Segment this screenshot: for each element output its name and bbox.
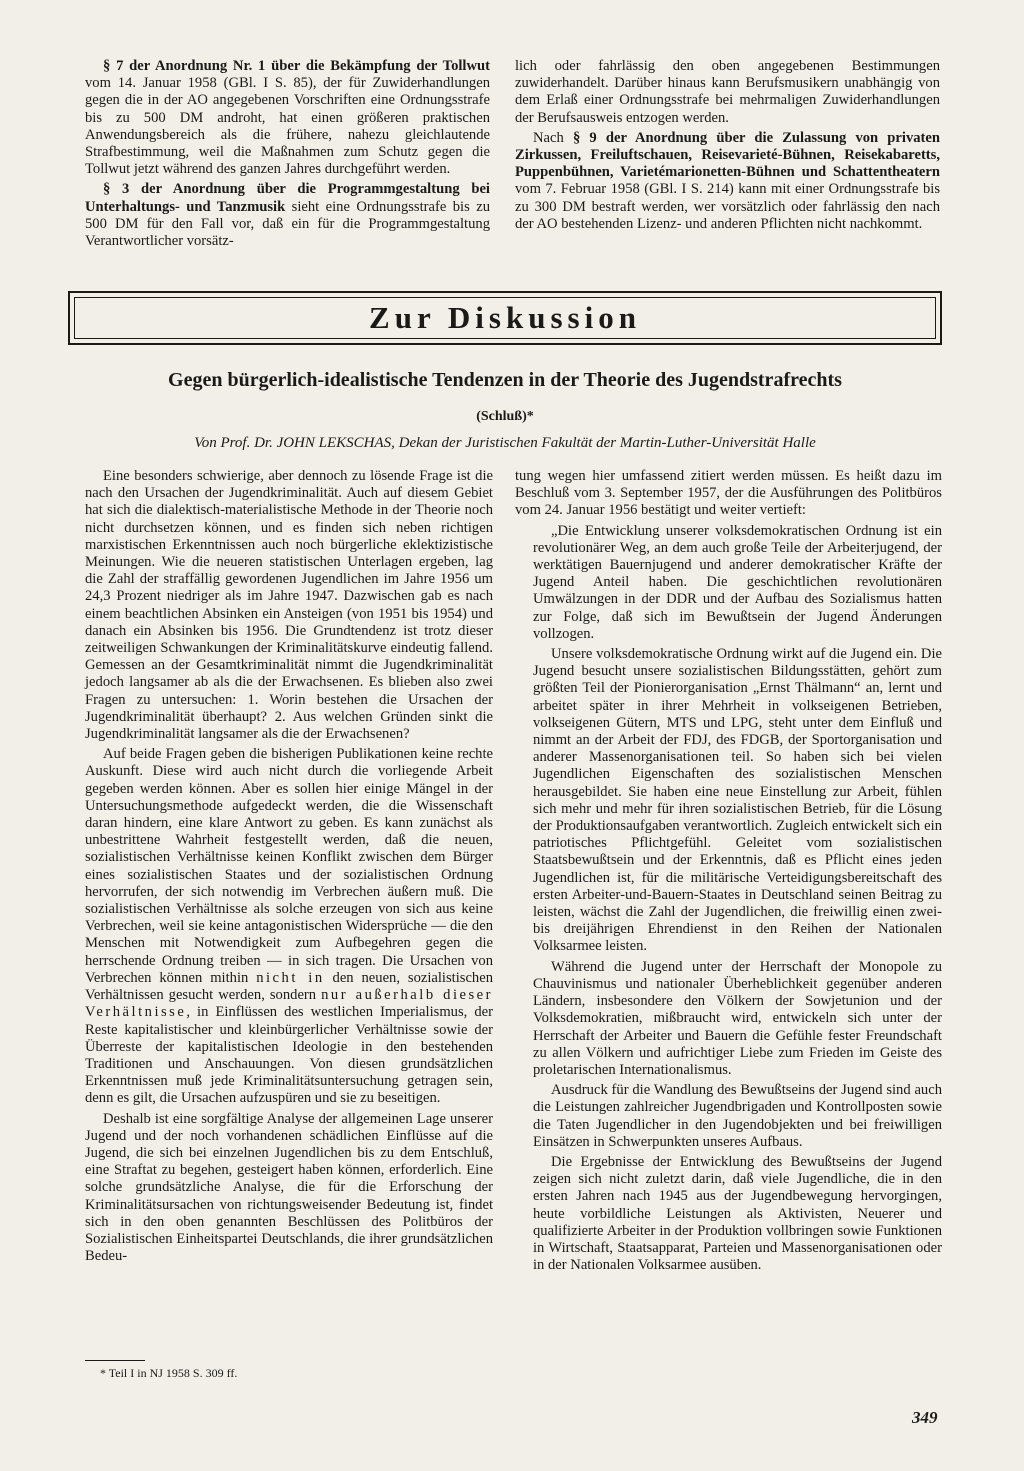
section-banner [68,291,942,345]
quote-paragraph: Unsere volksdemokratische Ordnung wirkt auf die Jugend ein. Die Jugend besucht unsere sozialistischen Bildungsstätten, gehört zum größten Teil der Pionierorganisation „Ernst Thälmann“ an, lernt und arbeitet später in ihrer Mehrheit in volkseigenen Betrieben, volkseigenen Gütern, MTS und LPG, steht unter dem Einfluß und nimmt an der Arbeit der FDJ, des FDGB, der Sportorganisation und anderer Massenorganisationen teil. So haben sich bei vielen Jugendlichen Eigenschaften des sozialistischen Menschen herausgebildet. Sie haben eine neue Einstellung zur Arbeit, fühlen sich mehr und mehr für ihren sozialistischen Betrieb, für die Lösung der Produktionsaufgaben verantwortlich. Zugleich entwickelt sich ein patriotisches Pflichtgefühl. Geleitet vom sozialistischen Staatsbewußtsein und der Erkenntnis, daß es Pflicht eines jeden Jugendlichen ist, für die militärische Verteidigungsbereitschaft des ersten Arbeiter-und-Bauern-Staates in Deutschland seinen Beitrag zu leisten, wächst die Zahl der Jugendlichen, die freiwillig einen zwei- bis dreijährigen Ehrendienst in den Reihen der Nationalen Volksarmee leisten. [533,646,942,955]
footnote: * Teil I in NJ 1958 S. 309 ff. [100,1366,238,1380]
quote-paragraph: Während die Jugend unter der Herrschaft der Monopole zu Chauvinismus und nationaler Überheblichkeit gegenüber anderen Ländern, insbesondere den Völkern der Sowjetunion und der Volksdemokratien, mißbraucht wird, entwickeln sich unter der Herrschaft der Arbeiter und Bauern die Gefühle fester Freundschaft zu allen Völkern und aufrichtiger Liebe zum Frieden im Geiste des proletarischen Internationalismus. [533,958,942,1078]
quote-paragraph: Die Ergebnisse der Entwicklung des Bewußtseins der Jugend zeigen sich nicht zuletzt darin, daß viele Jugendliche, die in den ersten Jahren nach 1945 aus der Jugendbewegung hervorgingen, heute vorbildliche Leistungen als Aktivisten, Neuerer und qualifizierte Arbeiter in der Produktion vollbringen sowie Funktionen in Wirtschaft, Staatsapparat, Parteien und Massenorganisationen oder in der Nationalen Volksarmee ausüben. [533,1153,942,1274]
article-byline: Von Prof. Dr. JOHN LEKSCHAS, Dekan der Juristischen Fakultät der Martin-Luther-Universität Halle [194,435,816,451]
section-banner-title: Zur Diskussion [369,300,641,335]
paragraph: Auf beide Fragen geben die bisherigen Publikationen keine rechte Auskunft. Diese wird auch nicht durch die vorliegende Arbeit gegeben werden können. Aber es sollen hier einige Mängel in der Untersuchungsmethode aufgedeckt werden, die die Wissenschaft daran hindern, eine klare Antwort zu geben. Es kann zunächst als unbestrittene Wahrheit festgestellt werden, daß die neuen, sozialistischen Verhältnisse keinen Konflikt zwischen dem Bürger eines sozialistischen Staates und der sozialistischen Ordnung hervorrufen, der sich notwendig im Verbrechen äußern muß. Die sozialistischen Verhältnisse als solche erzeugen von sich aus keine Verbrechen, weil sie keine antagonistischen Widersprüche — die den Menschen mit Notwendigkeit zum Aufbegehren gegen die herrschende Ordnung treiben — in sich tragen. Die Ursachen von Verbrechen können mithin nicht in den neuen, sozialistischen Verhältnissen gesucht werden, sondern nur außerhalb dieser Verhältnisse, in Einflüssen des westlichen Imperialismus, der Reste kapitalistischer und kleinbürgerlicher Verhältnisse sowie der Überreste der kapitalistischen Ideologie in den bestehenden Traditionen und Anschauungen. Von diesen grundsätzlichen Erkenntnissen muß jede Kriminalitätsuntersuchung getragen sein, denn es gilt, die Ursachen aufzuspüren und sie zu beseitigen. [85,746,493,1107]
top-left-column [85,58,490,253]
article-subtitle: (Schluß)* [476,409,534,424]
paragraph: Nach § 9 der Anordnung über die Zulassung von privaten Zirkussen, Freiluftschauen, Reisevarieté-Bühnen, Reisekabaretts, Puppenbühnen, Varietémarionetten-Bühnen und Schattentheatern vom 7. Februar 1958 (GBl. I S. 214) kann mit einer Ordnungsstrafe bis zu 300 DM bestraft werden, wer vorsätzlich oder fahrlässig den nach der AO bestehenden Lizenz- und anderen Pflichten nicht nachkommt. [515,129,940,232]
body-left-column [85,468,493,1268]
paragraph: Deshalb ist eine sorgfältige Analyse der allgemeinen Lage unserer Jugend und der noch vorhandenen schädlichen Einflüsse auf die Jugend, die sich bei einzelnen Jugendlichen bis zu dem Entschluß, eine Straftat zu begehen, gesteigert haben können, erforderlich. Eine solche grundsätzliche Analyse, die für die Erforschung der Kriminalitätsursachen von richtungsweisender Bedeutung ist, findet sich in den oben genannten Beschlüssen des Politbüros der Sozialistischen Einheitspartei Deutschlands, die ihrer grundsätzlichen Bedeu- [85,1110,493,1265]
quote-paragraph: „Die Entwicklung unserer volksdemokratischen Ordnung ist ein revolutionärer Weg, an dem auch große Teile der Arbeiterjugend, der werktätigen Bauernjugend und anderer demokratischer Kräfte der Jugend Anteil haben. Die geschichtlichen revolutionären Umwälzungen in der DDR und der Aufbau des Sozialismus hatten zur Folge, daß sich im Bewußtsein der Jugend Änderungen vollzogen. [533,522,942,642]
paragraph: § 7 der Anordnung Nr. 1 über die Bekämpfung der Tollwut vom 14. Januar 1958 (GBl. I S. 85), der für Zuwiderhandlungen gegen die in der AO angegebenen Vorschriften eine Ordnungsstrafe bis zu 500 DM androht, hat einen größeren praktischen Anwendungsbereich als die frühere, nahezu gleichlautende Strafbestimmung, weil die Maßnahmen zum Schutz gegen die Tollwut jetzt während des ganzen Jahres durchgeführt werden. [85,58,490,178]
paragraph: Eine besonders schwierige, aber dennoch zu lösende Frage ist die nach den Ursachen der Jugendkriminalität. Auch auf diesem Gebiet hat sich die dialektisch-materialistische Methode in der Theorie noch nicht durchsetzen können, und es finden sich neben richtigen marxistischen Erkenntnissen auch noch bürgerliche eklektizistische Meinungen. Wie die neueren statistischen Unterlagen ergeben, lag die Zahl der straffällig gewordenen Jugendlichen im Jahre 1956 um 24,3 Prozent niedriger als im Jahre 1947. Dazwischen gab es nach einem beachtlichen Absinken ein Ansteigen (von 1951 bis 1954) und danach ein Absinken bis 1956. Die Grundtendenz ist trotz dieser zeitweiligen Schwankungen der Kriminalitätskurve eindeutig fallend. Gemessen an der Gesamtkriminalität nimmt die Jugendkriminalität jedoch langsamer ab als die der Erwachsenen. Es blieben also zwei Fragen zu untersuchen: 1. Worin bestehen die Ursachen der Jugendkriminalität überhaupt? 2. Aus welchen Gründen sinkt die Jugendkriminalität langsamer als die der Erwachsenen? [85,468,493,743]
body-right-column [515,468,942,1277]
page-number: 349 [912,1408,938,1427]
footnote-divider [85,1360,145,1361]
article-headline: Gegen bürgerlich-idealistische Tendenzen in der Theorie des Jugendstrafrechts [168,369,842,391]
top-right-column [515,58,940,236]
paragraph: § 3 der Anordnung über die Programmgestaltung bei Unterhaltungs- und Tanzmusik sieht eine Ordnungsstrafe bis zu 500 DM für den Fall vor, daß ein für die Programmgestaltung Verantwortlicher vorsätz- [85,181,490,250]
paragraph: tung wegen hier umfassend zitiert werden müssen. Es heißt dazu im Beschluß vom 3. September 1957, der die Ausführungen des Politbüros vom 24. Januar 1956 bestätigt und weiter vertieft: [515,468,942,519]
quote-paragraph: Ausdruck für die Wandlung des Bewußtseins der Jugend sind auch die Leistungen zahlreicher Jugendbrigaden und Kontrollposten sowie die Taten Jugendlicher in den Jugendobjekten und bei freiwilligen Einsätzen in Schwerpunkten unseres Aufbaus. [533,1082,942,1150]
paragraph: lich oder fahrlässig den oben angegebenen Bestimmungen zuwiderhandelt. Darüber hinaus kann Berufsmusikern unabhängig von dem Erlaß einer Ordnungsstrafe bei mehrmaligen Zuwiderhandlungen der Berufsausweis entzogen werden. [515,58,940,126]
